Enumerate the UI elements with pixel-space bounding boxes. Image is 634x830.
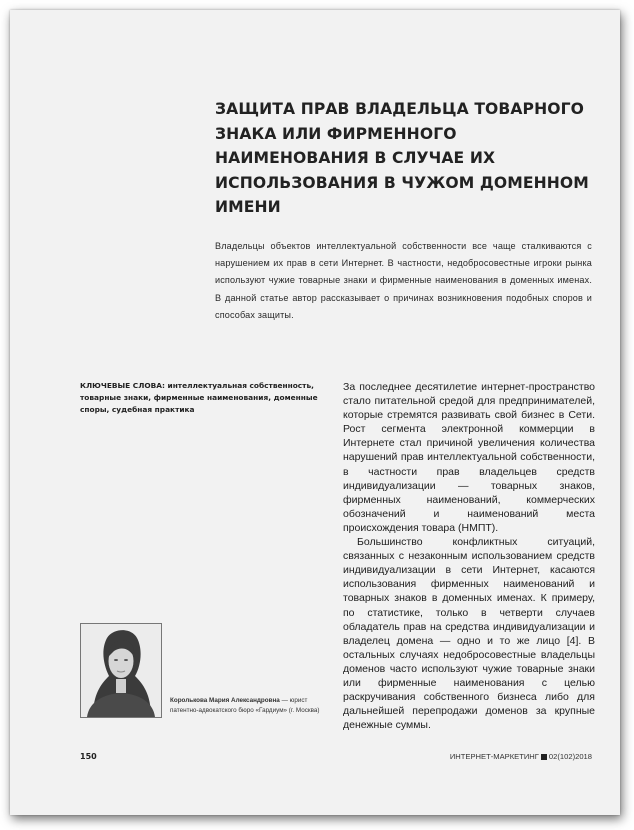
author-photo <box>80 623 162 718</box>
author-caption <box>170 696 320 717</box>
article-abstract: Владельцы объектов интеллектуальной собственности все чаще сталкиваются с нарушением их прав в сети Интернет. В частности, недобросовестные игроки рынка используют чужие товарные знаки и фирменные наименования в доменных именах. В данной статье автор рассказывает о причинах возникновения подобных споров и способах защиты. <box>215 241 592 320</box>
body-paragraph: За последнее десятилетие интернет-пространство стало питательной средой для предпринимателей, которые стремятся развивать свой бизнес в Сети. Рост сегмента электронной коммерции в Интернете стал причиной увеличения количества нарушений прав интеллектуальной собственности, в частности прав владельцев средств индивидуализации — товарных знаков, фирменных наименований, коммерческих обозначений и наименований места происхождения товара (НМПТ). <box>343 381 595 534</box>
page-number: 150 <box>80 752 97 761</box>
keywords-block: КЛЮЧЕВЫЕ СЛОВА: интеллектуальная собственность, товарные знаки, фирменные наименования, доменные споры, судебная практика <box>80 381 318 414</box>
issue-number: 02(102)2018 <box>548 752 592 761</box>
author-description: — юрист патентно-адвокатского бюро «Гардиум» (г. Москва) <box>170 697 320 715</box>
author-name: Королькова Мария Александровна <box>170 697 280 704</box>
article-body <box>343 380 595 732</box>
article-title: ЗАЩИТА ПРАВ ВЛАДЕЛЬЦА ТОВАРНОГО ЗНАКА ИЛИ ФИРМЕННОГО НАИМЕНОВАНИЯ В СЛУЧАЕ ИХ ИСПОЛЬЗОВАНИЯ В ЧУЖОМ ДОМЕННОМ ИМЕНИ <box>215 100 589 216</box>
journal-page <box>10 10 620 815</box>
journal-name: ИНТЕРНЕТ-МАРКЕТИНГ <box>449 752 539 761</box>
footer-square-icon <box>541 754 547 760</box>
body-paragraph: Большинство конфликтных ситуаций, связанных с незаконным использованием средств индивидуализации в сети Интернет, касаются использования фирменных наименований и товарных знаков в доменных именах. К примеру, по статистике, только в четверти случаев обладатель прав на средства индивидуализации и владелец домена — одно и то же лицо [4]. В остальных случаях недобросовестные владельцы доменов часто используют чужие товарные знаки или фирменные наименования с целью раскручивания собственного бизнеса либо для дальнейшей перепродажи доменов за крупные денежные суммы. <box>343 536 595 732</box>
author-portrait-image <box>81 624 161 717</box>
running-footer <box>450 752 592 761</box>
